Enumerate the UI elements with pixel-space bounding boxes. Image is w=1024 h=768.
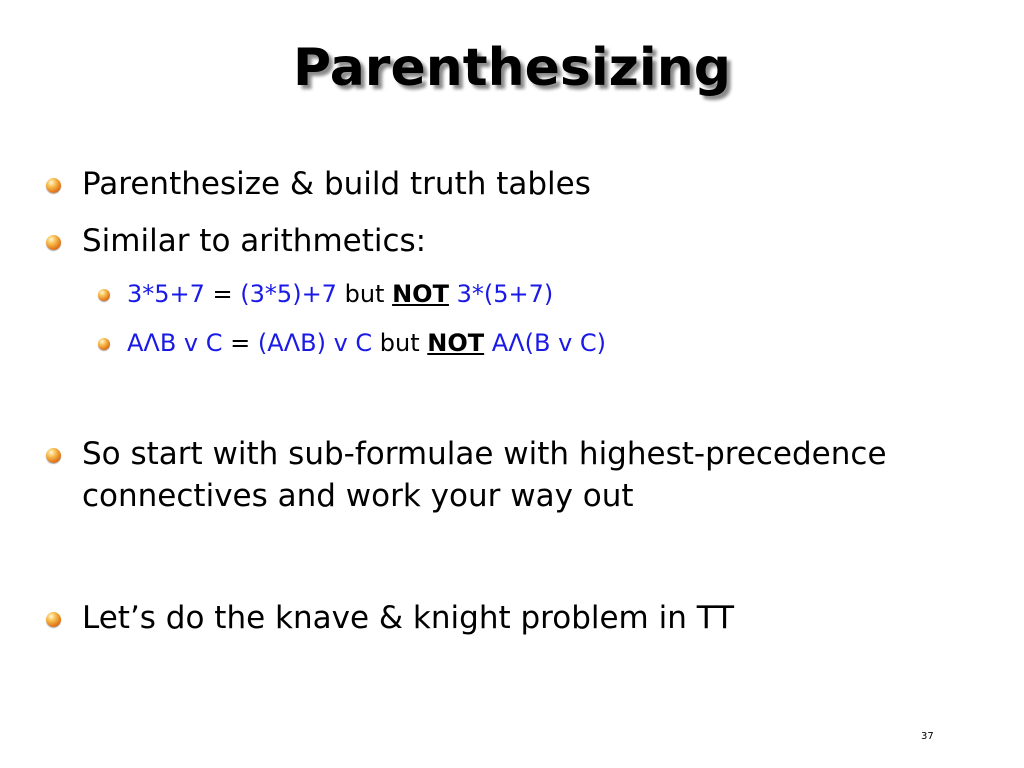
sub-bullet-text <box>127 327 606 359</box>
sub-bullet-text <box>127 278 553 310</box>
orange-sphere-bullet-icon <box>98 338 110 350</box>
slide-number: 37 <box>921 731 934 742</box>
expression-alternative: 3*(5+7) <box>456 280 554 308</box>
expression-rhs: (AΛB) v C <box>257 329 373 357</box>
but-word: but <box>336 280 393 308</box>
equals-sign: = <box>204 280 241 308</box>
expression-lhs: AΛB v C <box>127 329 223 357</box>
bullet-text: So start with sub-formulae with highest-precedence connectives and work your way out <box>82 436 887 514</box>
not-word: NOT <box>427 329 485 357</box>
expression-rhs: (3*5)+7 <box>240 280 337 308</box>
not-word: NOT <box>392 280 449 308</box>
sub-bullet-arithmetic-example <box>98 278 553 310</box>
sub-bullet-logic-example <box>98 327 606 359</box>
expression-alternative: AΛ(B v C) <box>491 329 607 357</box>
bullet-item-sub-formulae <box>46 433 932 517</box>
bullet-item-truth-tables <box>46 163 942 205</box>
slide-title: Parenthesizing <box>293 38 731 98</box>
bullet-item-knave-knight <box>46 597 942 639</box>
orange-sphere-bullet-icon <box>46 235 61 250</box>
bullet-text: Similar to arithmetics: <box>82 223 427 259</box>
but-word: but <box>372 329 428 357</box>
orange-sphere-bullet-icon <box>46 178 61 193</box>
expression-lhs: 3*5+7 <box>127 280 205 308</box>
orange-sphere-bullet-icon <box>46 448 61 463</box>
equals-sign: = <box>222 329 258 357</box>
bullet-text: Parenthesize & build truth tables <box>82 166 591 202</box>
orange-sphere-bullet-icon <box>98 289 110 301</box>
orange-sphere-bullet-icon <box>46 612 61 627</box>
bullet-text: Let’s do the knave & knight problem in TT <box>82 600 735 636</box>
bullet-item-arithmetics <box>46 220 942 262</box>
